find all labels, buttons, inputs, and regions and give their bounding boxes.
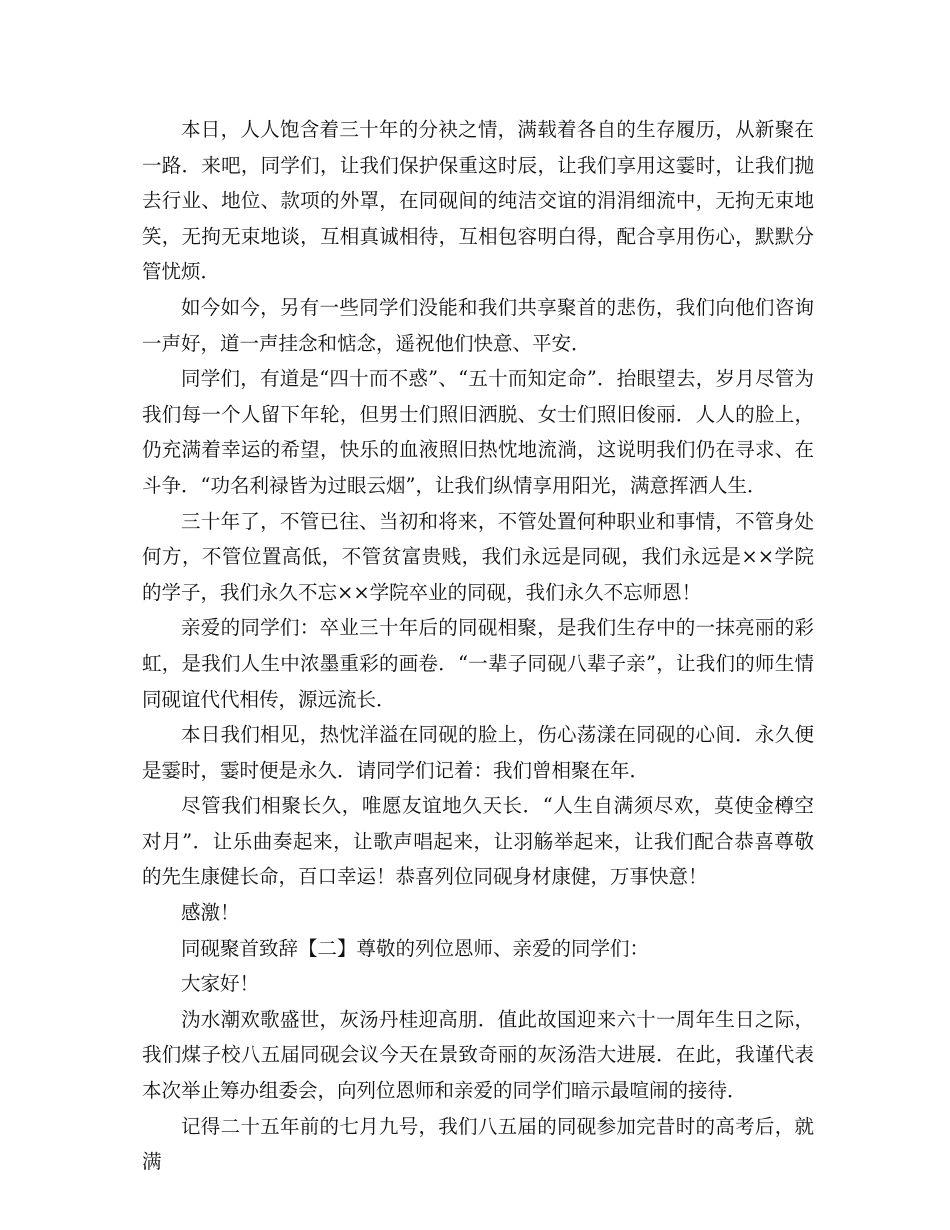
section-heading-line: [142, 931, 814, 967]
paragraph: 本日，人人饱含着三十年的分袂之情，满载着各自的生存履历，从新聚在一路．来吧，同学们，让我们保护保重这时辰，让我们享用这霎时，让我们抛去行业、地位、款项的外罩，在同砚间的纯洁交谊的涓涓细流中，无拘无束地笑，无拘无束地谈，互相真诚相待，互相包容明白得，配合享用伤心，默默分管忧烦．: [142, 118, 814, 284]
document-body: [142, 112, 814, 1180]
paragraph: 感激！: [181, 901, 240, 925]
paragraph: 沩水潮欢歌盛世，灰汤丹桂迎高朋．值此故国迎来六十一周年生日之际，我们煤子校八五届同砚会议今天在景致奇丽的灰汤浩大进展．在此，我谨代表本次举止筹办组委会，向列位恩师和亲爱的同学们暗示最喧闹的接待．: [142, 1007, 814, 1103]
paragraph: 本日我们相见，热忱洋溢在同砚的脸上，伤心荡漾在同砚的心间．永久便是霎时，霎时便是永久．请同学们记着：我们曾相聚在年．: [142, 723, 814, 782]
paragraph: 记得二十五年前的七月九号，我们八五届的同砚参加完昔时的高考后，就满: [142, 1114, 814, 1174]
paragraph: 同学们，有道是“四十而不惑”、“五十而知定命”．抬眼望去，岁月尽管为我们每一个人留下年轮，但男士们照旧洒脱、女士们照旧俊丽．人人的脸上，仍充满着幸运的希望，快乐的血液照旧热忱地流淌，这说明我们仍在寻求、在斗争．“功名利禄皆为过眼云烟”，让我们纵情享用阳光，满意挥洒人生．: [142, 367, 814, 497]
paragraph: 尽管我们相聚长久，唯愿友谊地久天长．“人生自满须尽欢，莫使金樽空对月”．让乐曲奏起来，让歌声唱起来，让羽觞举起来，让我们配合恭喜尊敬的先生康健长命，百口幸运！恭喜列位同砚身材康健，万事快意！: [142, 794, 814, 889]
paragraph: 三十年了，不管已往、当初和将来，不管处置何种职业和事情，不管身处何方，不管位置高低，不管贫富贵贱，我们永远是同砚，我们永远是××学院的学子，我们永久不忘××学院卒业的同砚，我们永久不忘师恩！: [142, 509, 814, 604]
section-greeting: 尊敬的列位恩师、亲爱的同学们：: [356, 936, 650, 960]
paragraph: 大家好！: [181, 972, 260, 996]
section-heading: 同砚聚首致辞【二】: [181, 936, 357, 960]
paragraph: 亲爱的同学们：卒业三十年后的同砚相聚，是我们生存中的一抹亮丽的彩虹，是我们人生中浓墨重彩的画卷．“一辈子同砚八辈子亲”，让我们的师生情同砚谊代代相传，源远流长．: [142, 616, 814, 711]
paragraph: 如今如今，另有一些同学们没能和我们共享聚首的悲伤，我们向他们咨询一声好，道一声挂念和惦念，遥祝他们快意、平安．: [142, 295, 814, 355]
